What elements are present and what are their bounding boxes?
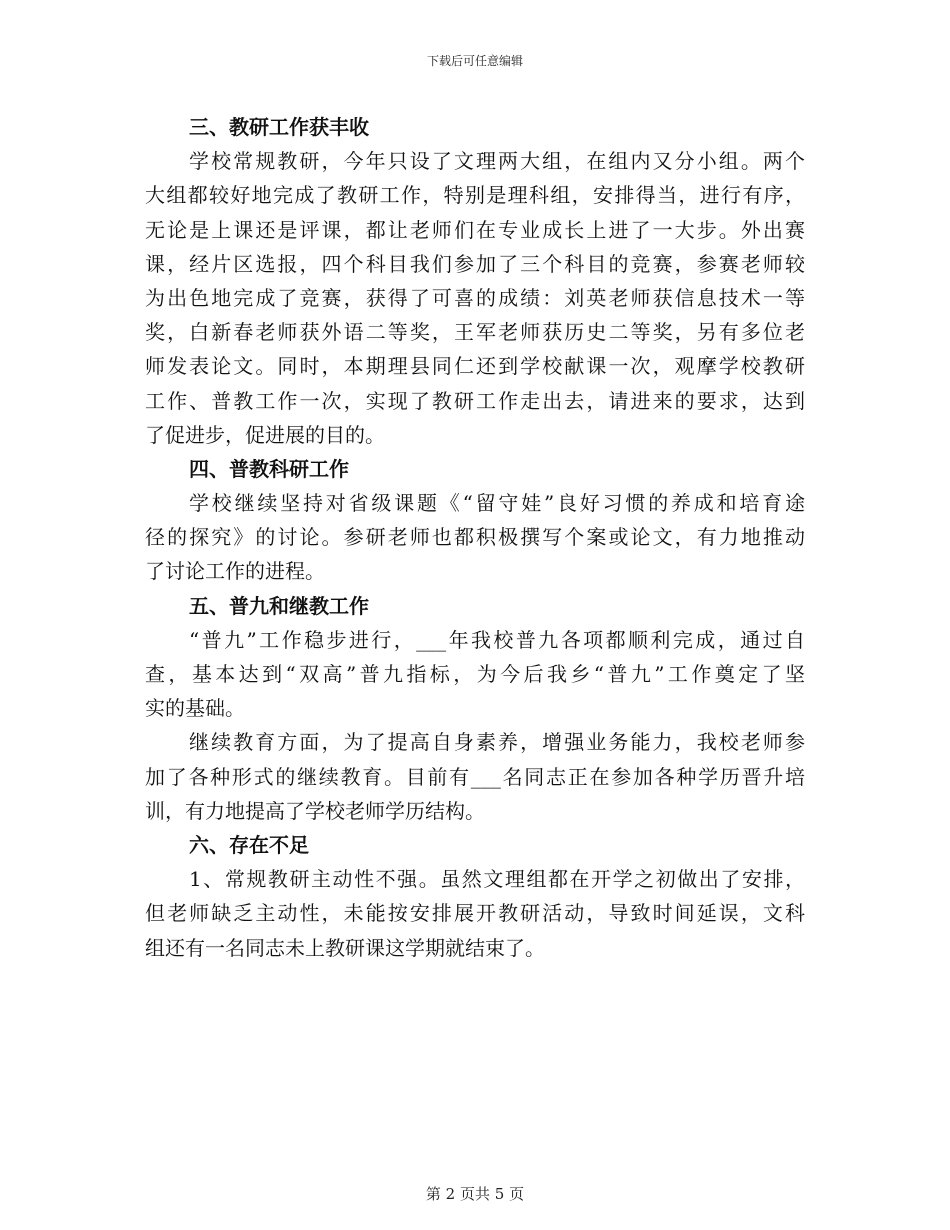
paragraph-line: 训，有力地提高了学校老师学历结构。 xyxy=(145,798,485,823)
paragraph-line: 课，经片区选报，四个科目我们参加了三个科目的竞赛，参赛老师较 xyxy=(145,251,805,276)
page-footer: 第 2 页共 5 页 xyxy=(425,1185,525,1203)
paragraph-line: 学校常规教研，今年只设了文理两大组，在组内又分小组。两个 xyxy=(189,149,805,174)
paragraph-line: 学校继续坚持对省级课题《“留守娃”良好习惯的养成和培育途 xyxy=(189,491,805,516)
paragraph-line: 实的基础。 xyxy=(145,696,245,721)
paragraph-line: 工作、普教工作一次，实现了教研工作走出去，请进来的要求，达到 xyxy=(145,388,805,413)
paragraph-line: 为出色地完成了竞赛，获得了可喜的成绩：刘英老师获信息技术一等 xyxy=(145,285,805,310)
section-heading: 四、普教科研工作 xyxy=(189,456,349,481)
section-heading: 五、普九和继教工作 xyxy=(189,593,369,618)
paragraph-line: “普九”工作稳步进行，___年我校普九各项都顺利完成，通过自 xyxy=(189,627,805,652)
paragraph-line: 查，基本达到“双高”普九指标，为今后我乡“普九”工作奠定了坚 xyxy=(145,662,805,686)
section-heading: 六、存在不足 xyxy=(189,832,309,857)
paragraph-line: 了讨论工作的进程。 xyxy=(145,559,325,584)
paragraph-line: 1、常规教研主动性不强。虽然文理组都在开学之初做出了安排， xyxy=(189,867,805,892)
paragraph-line: 加了各种形式的继续教育。目前有___名同志正在参加各种学历晋升培 xyxy=(145,764,805,789)
page-header: 下载后可任意编辑 xyxy=(426,54,523,68)
paragraph-line: 无论是上课还是评课，都让老师们在专业成长上进了一大步。外出赛 xyxy=(145,217,805,242)
paragraph-line: 了促进步，促进展的目的。 xyxy=(145,422,385,447)
paragraph-line: 奖，白新春老师获外语二等奖，王军老师获历史二等奖，另有多位老 xyxy=(145,320,805,345)
paragraph-line: 大组都较好地完成了教研工作，特别是理科组，安排得当，进行有序， xyxy=(145,183,805,208)
paragraph-line: 组还有一名同志未上教研课这学期就结束了。 xyxy=(145,935,545,960)
paragraph-line: 继续教育方面，为了提高自身素养，增强业务能力，我校老师参 xyxy=(189,730,805,755)
document-body xyxy=(145,110,805,965)
paragraph-line: 师发表论文。同时，本期理县同仁还到学校献课一次，观摩学校教研 xyxy=(145,354,805,379)
paragraph-line: 但老师缺乏主动性，未能按安排展开教研活动，导致时间延误，文科 xyxy=(145,901,805,926)
section-heading: 三、教研工作获丰收 xyxy=(189,115,369,139)
paragraph-line: 径的探究》的讨论。参研老师也都积极撰写个案或论文，有力地推动 xyxy=(145,525,805,550)
